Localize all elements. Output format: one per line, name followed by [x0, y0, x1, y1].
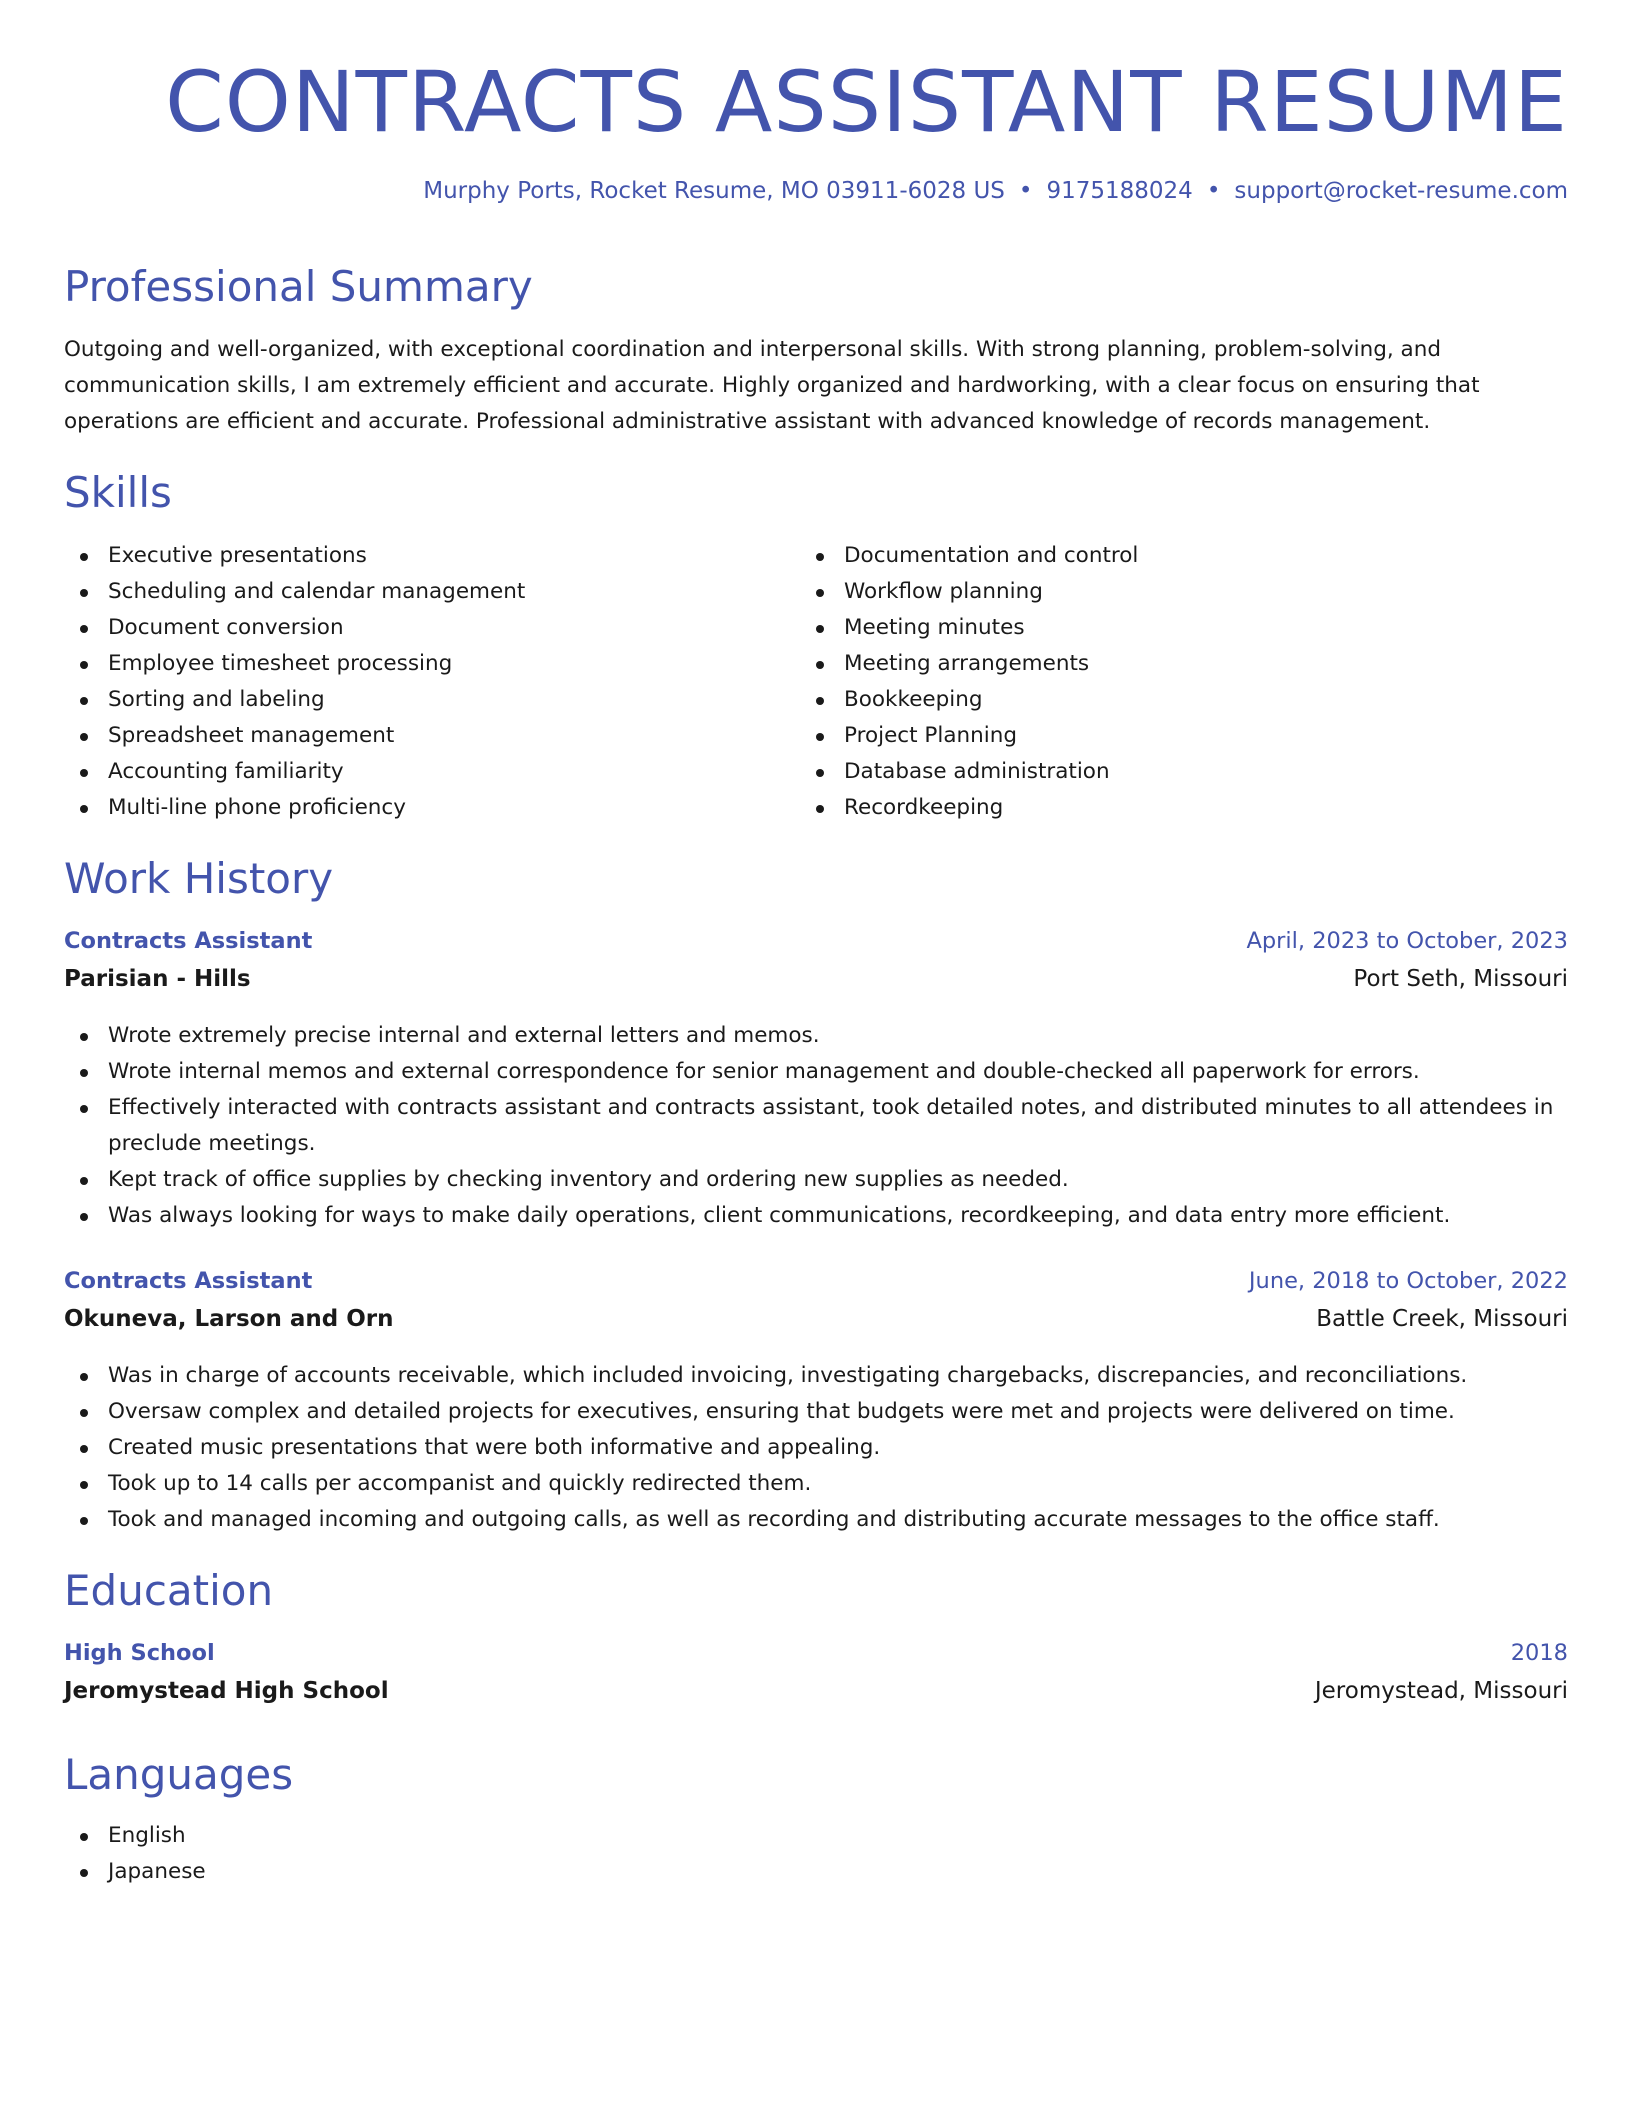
education-degree: High School — [64, 1640, 215, 1666]
language-item: English — [64, 1818, 764, 1854]
job-bullet: Took and managed incoming and outgoing calls, as well as recording and distributing accurate messages to the office staff. — [64, 1502, 1568, 1538]
job-bullet: Wrote internal memos and external correspondence for senior management and double-checked all paperwork for errors. — [64, 1054, 1568, 1090]
skills-list-left — [64, 538, 764, 826]
skill-item: Bookkeeping — [800, 682, 1500, 718]
section-title-education: Education — [64, 1566, 274, 1615]
job-header — [64, 928, 1568, 954]
education-header — [64, 1640, 1568, 1666]
section-title-languages: Languages — [64, 1750, 294, 1799]
education-year: 2018 — [1510, 1640, 1568, 1666]
skills-list-right — [800, 538, 1500, 826]
job-bullets — [64, 1018, 1568, 1234]
contact-phone: 9175188024 — [1046, 178, 1193, 204]
section-title-skills: Skills — [64, 468, 172, 517]
job-dates: April, 2023 to October, 2023 — [1246, 928, 1568, 954]
education-subheader — [64, 1678, 1568, 1704]
education-school: Jeromystead High School — [64, 1678, 389, 1704]
job-bullet: Oversaw complex and detailed projects for executives, ensuring that budgets were met and projects were delivered on time. — [64, 1394, 1568, 1430]
job-bullet: Created music presentations that were both informative and appealing. — [64, 1430, 1568, 1466]
skill-item: Scheduling and calendar management — [64, 574, 764, 610]
job-location: Battle Creek, Missouri — [1316, 1306, 1568, 1332]
language-item: Japanese — [64, 1854, 764, 1890]
job-company: Parisian - Hills — [64, 966, 251, 992]
contact-email: support@rocket-resume.com — [1234, 178, 1568, 204]
contact-line — [423, 178, 1568, 204]
languages-list — [64, 1818, 764, 1890]
job-title: Contracts Assistant — [64, 928, 313, 954]
skill-item: Accounting familiarity — [64, 754, 764, 790]
skill-item: Database administration — [800, 754, 1500, 790]
job-bullet: Wrote extremely precise internal and external letters and memos. — [64, 1018, 1568, 1054]
contact-address: Murphy Ports, Rocket Resume, MO 03911-6028 US — [423, 178, 1005, 204]
job-company: Okuneva, Larson and Orn — [64, 1306, 394, 1332]
job-subheader — [64, 966, 1568, 992]
education-location: Jeromystead, Missouri — [1314, 1678, 1568, 1704]
contact-separator: • — [1206, 178, 1221, 204]
job-location: Port Seth, Missouri — [1353, 966, 1568, 992]
skill-item: Meeting minutes — [800, 610, 1500, 646]
job-bullet: Was always looking for ways to make daily operations, client communications, recordkeeping, and data entry more efficient. — [64, 1198, 1568, 1234]
skill-item: Employee timesheet processing — [64, 646, 764, 682]
contact-separator: • — [1018, 178, 1033, 204]
job-bullet: Took up to 14 calls per accompanist and quickly redirected them. — [64, 1466, 1568, 1502]
job-dates: June, 2018 to October, 2022 — [1248, 1268, 1568, 1294]
skill-item: Meeting arrangements — [800, 646, 1500, 682]
summary-text: Outgoing and well-organized, with exceptional coordination and interpersonal skills. With strong planning, problem-solving, and communication skills, I am extremely efficient and accurate. Highly organized and hardworking, with a clear focus on ensuring that operations are efficient and accurate. Professional administrative assistant with advanced knowledge of records management. — [64, 337, 1480, 434]
skill-item: Document conversion — [64, 610, 764, 646]
skill-item: Spreadsheet management — [64, 718, 764, 754]
job-bullets — [64, 1358, 1568, 1538]
job-subheader — [64, 1306, 1568, 1332]
skill-item: Multi-line phone proficiency — [64, 790, 764, 826]
job-title: Contracts Assistant — [64, 1268, 313, 1294]
job-header — [64, 1268, 1568, 1294]
skill-item: Executive presentations — [64, 538, 764, 574]
skill-item: Project Planning — [800, 718, 1500, 754]
job-bullet: Effectively interacted with contracts assistant and contracts assistant, took detailed notes, and distributed minutes to all attendees in preclude meetings. — [64, 1090, 1568, 1162]
skill-item: Recordkeeping — [800, 790, 1500, 826]
skill-item: Documentation and control — [800, 538, 1500, 574]
section-title-work: Work History — [64, 854, 334, 903]
job-bullet: Was in charge of accounts receivable, which included invoicing, investigating chargebacks, discrepancies, and reconciliations. — [64, 1358, 1568, 1394]
job-bullet: Kept track of office supplies by checking inventory and ordering new supplies as needed. — [64, 1162, 1568, 1198]
skill-item: Workflow planning — [800, 574, 1500, 610]
skill-item: Sorting and labeling — [64, 682, 764, 718]
section-title-summary: Professional Summary — [64, 262, 533, 311]
resume-name: CONTRACTS ASSISTANT RESUME — [165, 53, 1568, 151]
